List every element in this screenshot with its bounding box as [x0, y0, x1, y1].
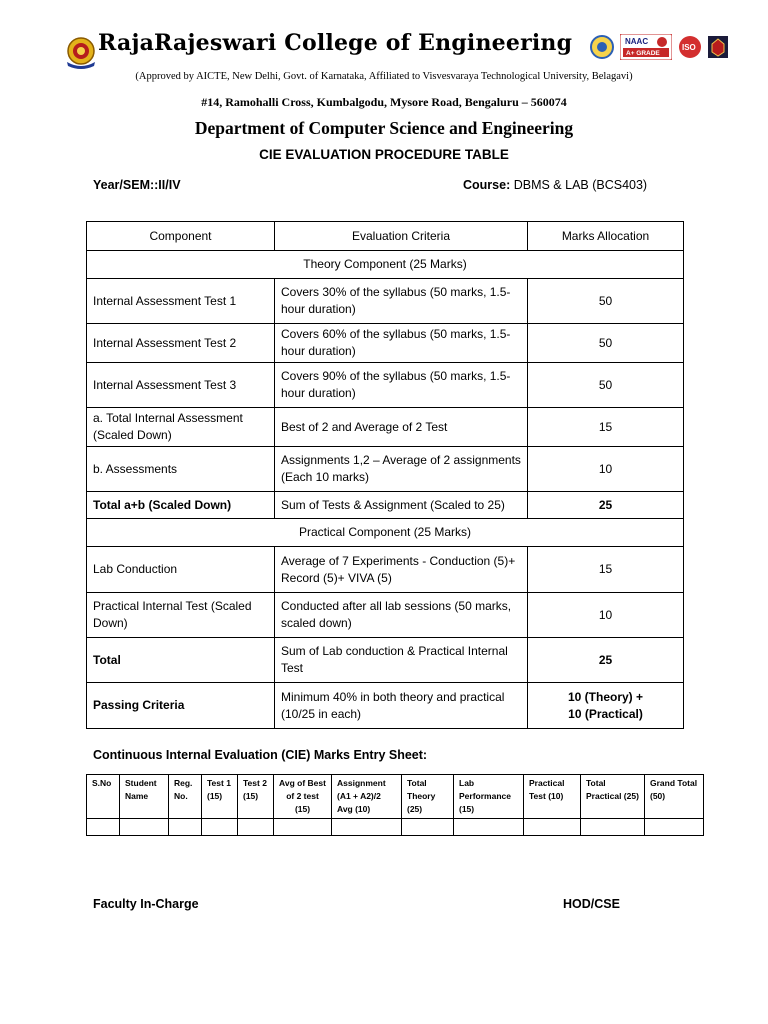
column-header: Lab Performance (15): [454, 775, 524, 819]
entry-header-row: [87, 775, 704, 819]
entry-cell[interactable]: [120, 819, 169, 836]
marks-cell: 50: [528, 363, 684, 408]
column-header: Total Theory (25): [402, 775, 454, 819]
hod-signature-label: HOD/CSE: [563, 897, 620, 911]
theory-heading: Theory Component (25 Marks): [87, 251, 684, 279]
criteria-cell: Assignments 1,2 – Average of 2 assignments (Each 10 marks): [275, 447, 528, 492]
criteria-cell: Conducted after all lab sessions (50 marks, scaled down): [275, 593, 528, 638]
practical-heading: Practical Component (25 Marks): [87, 519, 684, 547]
entry-cell[interactable]: [645, 819, 704, 836]
course-label: Course:: [463, 178, 511, 192]
section-heading-row: [87, 251, 684, 279]
table-row: [87, 638, 684, 683]
marks-cell: 10: [528, 593, 684, 638]
entry-cell[interactable]: [274, 819, 332, 836]
evaluation-table: [86, 221, 684, 729]
component-cell: Lab Conduction: [87, 547, 275, 593]
entry-cell[interactable]: [402, 819, 454, 836]
college-address: #14, Ramohalli Cross, Kumbalgodu, Mysore Road, Bengaluru – 560074: [201, 95, 567, 109]
table-row: [87, 547, 684, 593]
table-row: [87, 492, 684, 519]
document-title: CIE EVALUATION PROCEDURE TABLE: [259, 147, 509, 162]
column-header: S.No: [87, 775, 120, 819]
component-cell: Internal Assessment Test 2: [87, 324, 275, 363]
component-cell: a. Total Internal Assessment (Scaled Down): [87, 408, 275, 447]
criteria-cell: Covers 90% of the syllabus (50 marks, 1.5-hour duration): [275, 363, 528, 408]
marks-cell: [528, 683, 684, 729]
header-cell: Evaluation Criteria: [275, 222, 528, 251]
criteria-cell: Minimum 40% in both theory and practical (10/25 in each): [275, 683, 528, 729]
year-sem: Year/SEM::II/IV: [93, 178, 181, 192]
entry-cell[interactable]: [87, 819, 120, 836]
criteria-cell: Covers 30% of the syllabus (50 marks, 1.5-hour duration): [275, 279, 528, 324]
marks-cell: 10: [528, 447, 684, 492]
criteria-cell: Sum of Tests & Assignment (Scaled to 25): [275, 492, 528, 519]
component-cell: Practical Internal Test (Scaled Down): [87, 593, 275, 638]
table-row: [87, 324, 684, 363]
table-row: [87, 683, 684, 729]
column-header: Grand Total (50): [645, 775, 704, 819]
accreditation-logos: [590, 34, 728, 60]
column-header: Test 1 (15): [202, 775, 238, 819]
criteria-cell: Sum of Lab conduction & Practical Internal Test: [275, 638, 528, 683]
faculty-signature-label: Faculty In-Charge: [93, 897, 199, 911]
college-name: RajaRajeswari College of Engineering: [98, 30, 573, 56]
entry-cell[interactable]: [454, 819, 524, 836]
course-value: DBMS & LAB (BCS403): [513, 178, 648, 192]
entry-cell[interactable]: [169, 819, 202, 836]
table-row: [87, 363, 684, 408]
component-cell: Total: [87, 638, 275, 683]
institution-emblem-icon: [708, 36, 728, 58]
college-emblem-icon: [64, 36, 98, 70]
component-cell: Passing Criteria: [87, 683, 275, 729]
entry-sheet-title: Continuous Internal Evaluation (CIE) Marks Entry Sheet:: [93, 748, 428, 762]
iso-text: ISO: [682, 43, 696, 52]
criteria-cell: Average of 7 Experiments - Conduction (5)+ Record (5)+ VIVA (5): [275, 547, 528, 593]
criteria-cell: Best of 2 and Average of 2 Test: [275, 408, 528, 447]
naac-logo-icon: [620, 34, 672, 60]
marks-line: 10 (Theory) +: [567, 689, 644, 704]
marks-entry-table: [86, 774, 704, 836]
column-header: Practical Test (10): [524, 775, 581, 819]
header-cell: Component: [87, 222, 275, 251]
table-row: [87, 408, 684, 447]
marks-cell: 50: [528, 324, 684, 363]
approval-line: (Approved by AICTE, New Delhi, Govt. of Karnataka, Affiliated to Visvesvaraya Technological University, Belagavi): [135, 71, 633, 82]
table-row: [87, 447, 684, 492]
column-header: Test 2 (15): [238, 775, 274, 819]
table-header-row: [87, 222, 684, 251]
marks-cell: 25: [528, 492, 684, 519]
entry-cell[interactable]: [202, 819, 238, 836]
entry-cell[interactable]: [238, 819, 274, 836]
marks-cell: 25: [528, 638, 684, 683]
header-cell: Marks Allocation: [528, 222, 684, 251]
component-cell: b. Assessments: [87, 447, 275, 492]
entry-cell[interactable]: [581, 819, 645, 836]
naac-grade-text: A+ GRADE: [626, 50, 660, 57]
column-header: Student Name: [120, 775, 169, 819]
entry-cell[interactable]: [332, 819, 402, 836]
column-header: Assignment (A1 + A2)/2 Avg (10): [332, 775, 402, 819]
component-cell: Internal Assessment Test 3: [87, 363, 275, 408]
column-header: Total Practical (25): [581, 775, 645, 819]
university-seal-icon: [590, 35, 614, 59]
criteria-cell: Covers 60% of the syllabus (50 marks, 1.5-hour duration): [275, 324, 528, 363]
entry-blank-row: [87, 819, 704, 836]
table-row: [87, 279, 684, 324]
section-heading-row: [87, 519, 684, 547]
component-cell: Total a+b (Scaled Down): [87, 492, 275, 519]
iso-badge-icon: [678, 35, 702, 59]
marks-cell: 50: [528, 279, 684, 324]
component-cell: Internal Assessment Test 1: [87, 279, 275, 324]
column-header: Avg of Best of 2 test (15): [274, 775, 332, 819]
column-header: Reg. No.: [169, 775, 202, 819]
marks-line: 10 (Practical): [568, 706, 643, 721]
course-info: [463, 178, 647, 192]
naac-text: NAAC: [625, 37, 649, 46]
marks-cell: 15: [528, 408, 684, 447]
department-title: Department of Computer Science and Engineering: [194, 118, 574, 138]
table-row: [87, 593, 684, 638]
marks-cell: 15: [528, 547, 684, 593]
entry-cell[interactable]: [524, 819, 581, 836]
